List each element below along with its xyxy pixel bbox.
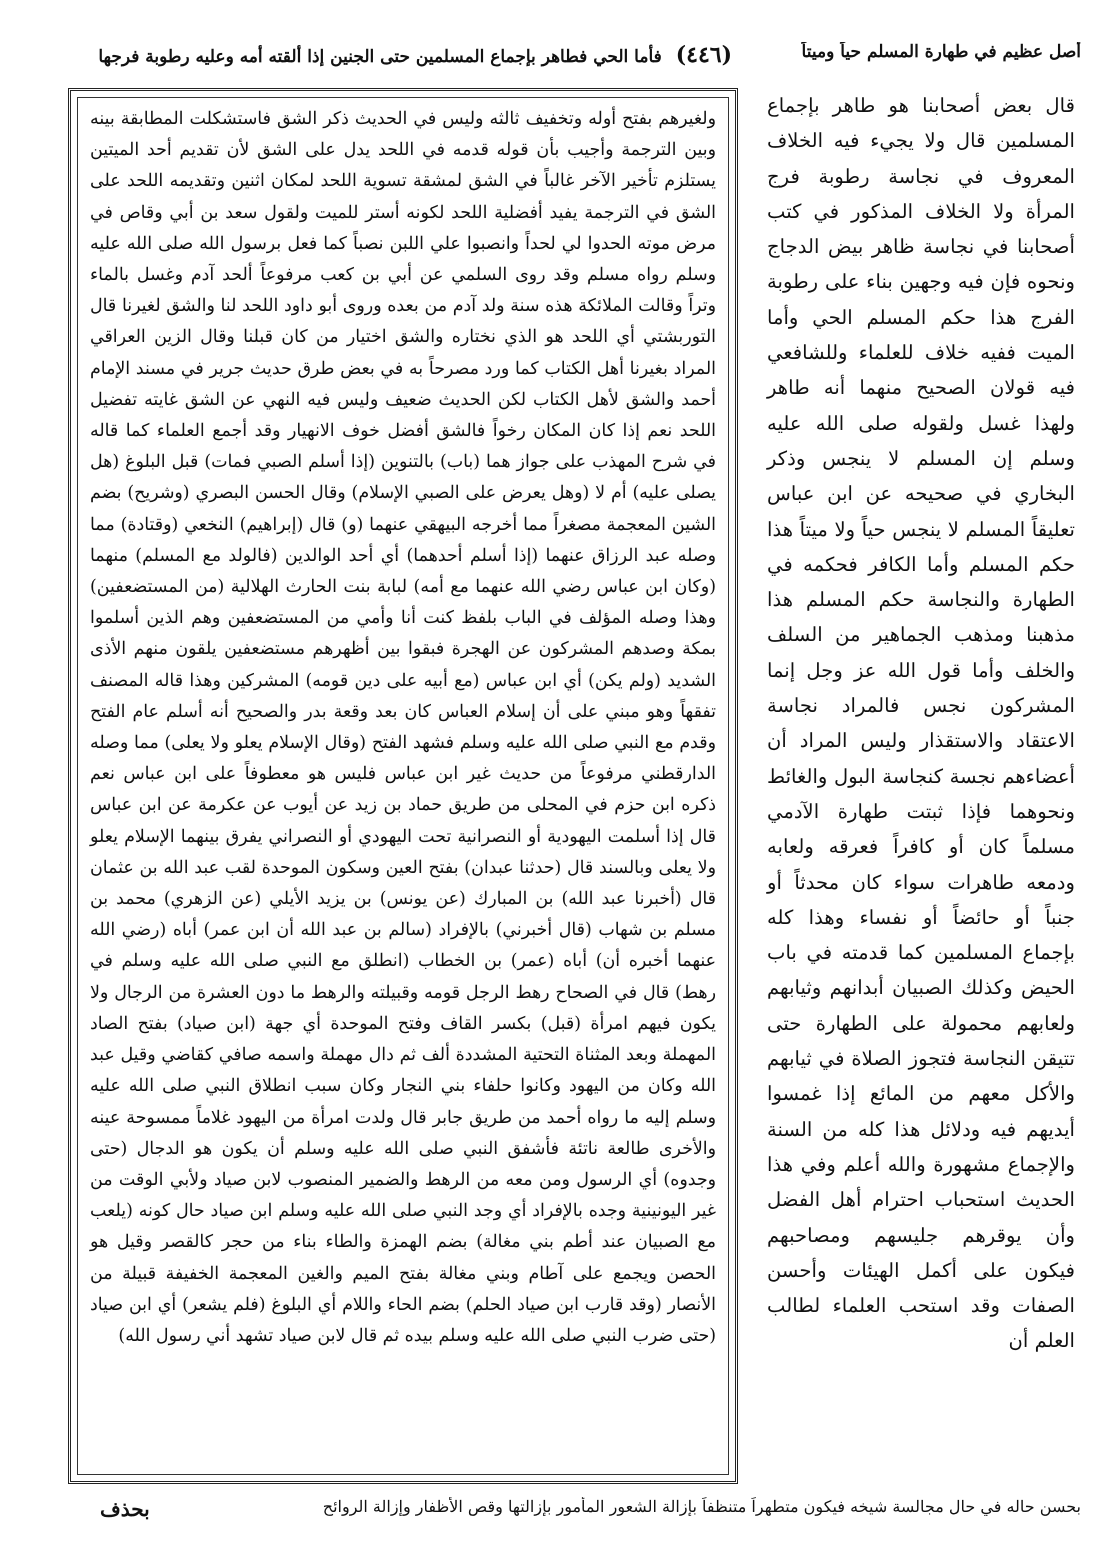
page-header xyxy=(40,38,1081,78)
footer-text: بحسن حاله في حال مجالسة شيخه فيكون متطهراً متنظفاً بإزالة الشعور المأمور بإزالتها وقص الأظفار وإزالة الروائح xyxy=(322,1497,1081,1516)
side-header-title: أصل عظيم في طهارة المسلم حياً وميتاً xyxy=(801,42,1081,62)
main-commentary-text: ولغيرهم بفتح أوله وتخفيف ثالثه وليس في الحديث ذكر الشق فاستشكلت المطابقة بينه وبين الترجمة وأجيب بأن قوله قدمه في اللحد يدل على الشق لأن تقديم أحد الميتين يستلزم تأخير الآخر غالباً في الشق لمشقة تسوية اللحد لمكان اثنين وتقديمه اللحد على الشق في الترجمة يفيد أفضلية اللحد لكونه أستر للميت ولقول سعد بن أبي وقاص في مرض موته الحدوا لي لحداً وانصبوا علي اللبن نصباً كما فعل برسول الله صلى الله عليه وسلم رواه مسلم وقد روى السلمي عن أبي بن كعب مرفوعاً ألحد آدم وغسل بالماء وتراً وقالت الملائكة هذه سنة ولد آدم من بعده وروى أبو داود اللحد لنا والشق لغيرنا قال التوربشتي أي اللحد هو الذي نختاره والشق اختيار من كان قبلنا وقال الزين العراقي المراد بغيرنا أهل الكتاب كما ورد مصرحاً به في بعض طرق حديث جرير في مسند الإمام أحمد والشق لأهل الكتاب لكن الحديث ضعيف وليس فيه النهي عن الشق غايته تفضيل اللحد نعم إذا كان المكان رخواً فالشق أفضل خوف الانهيار وقد أجمع العلماء كما قاله في شرح المهذب على جواز هما (باب) بالتنوين (إذا أسلم الصبي فمات) قبل البلوغ (هل يصلى عليه) أم لا (وهل يعرض على الصبي الإسلام) وقال الحسن البصري (وشريح) بضم الشين المعجمة مصغراً مما أخرجه البيهقي عنهما (و) قال (إبراهيم) النخعي (وقتادة) مما وصله عبد الرزاق عنهما (إذا أسلم أحدهما) أي أحد الوالدين (فالولد مع المسلم) منهما (وكان ابن عباس رضي الله عنهما مع أمه) لبابة بنت الحارث الهلالية (من المستضعفين) وهذا وصله المؤلف في الباب بلفظ كنت أنا وأمي من المستضعفين وهم الذين أسلموا بمكة وصدهم المشركون عن الهجرة فبقوا بين أظهرهم مستضعفين يلقون منهم الأذى الشديد (ولم يكن) أي ابن عباس (مع أبيه على دين قومه) المشركين وهذا قاله المصنف تفقهاً وهو مبني على أن إسلام العباس كان بعد وقعة بدر والصحيح أنه أسلم عام الفتح وقدم مع النبي صلى الله عليه وسلم فشهد الفتح (وقال الإسلام يعلو ولا يعلى) مما وصله الدارقطني مرفوعاً من حديث غير ابن عباس فليس هو معطوفاً على ابن عباس نعم ذكره ابن حزم في المحلى من طريق حماد بن زيد عن أيوب عن عكرمة عن ابن عباس قال إذا أسلمت اليهودية أو النصرانية تحت اليهودي أو النصراني يفرق بينهما الإسلام يعلو ولا يعلى وبالسند قال (حدثنا عبدان) بفتح العين وسكون الموحدة لقب عبد الله بن عثمان قال (أخبرنا عبد الله) بن المبارك (عن يونس) بن يزيد الأيلي (عن الزهري) محمد بن مسلم بن شهاب (قال أخبرني) بالإفراد (سالم بن عبد الله أن ابن عمر) أباه (رضي الله عنهما أخبره أن) أباه (عمر) بن الخطاب (انطلق مع النبي صلى الله عليه وسلم في رهط) قال في الصحاح رهط الرجل قومه وقبيلته والرهط ما دون العشرة من الرجال ولا يكون فيهم امرأة (قبل) بكسر القاف وفتح الموحدة أي جهة (ابن صياد) بفتح الصاد المهملة وبعد المثناة التحتية المشددة ألف ثم دال مهملة واسمه صافي كقاضي وقيل عبد الله وكان من اليهود وكانوا حلفاء بني النجار وكان سبب انطلاق النبي صلى الله عليه وسلم إليه ما رواه أحمد من طريق جابر قال ولدت امرأة من اليهود غلاماً ممسوحة عينه والأخرى طالعة ناتئة فأشفق النبي صلى الله عليه وسلم أن يكون هو الدجال (حتى وجدوه) أي الرسول ومن معه من الرهط والضمير المنصوب لابن صياد ولأبي الوقت من غير اليونينية وجده بالإفراد أي وجد النبي صلى الله عليه وسلم ابن صياد حال كونه (يلعب مع الصبيان عند أطم بني مغالة) بضم الهمزة والطاء بناء من حجر كالقصر وقيل هو الحصن ويجمع على آطام وبني مغالة بفتح الميم والغين المعجمة الخفيفة قبيلة من الأنصار (وقد قارب ابن صياد الحلم) بضم الحاء واللام أي البلوغ (فلم يشعر) أي ابن صياد (حتى ضرب النبي صلى الله عليه وسلم بيده ثم قال لابن صياد تشهد أني رسول الله) xyxy=(90,109,716,1346)
page-number: (٤٤٦) xyxy=(675,42,732,68)
side-commentary-column xyxy=(761,88,1081,1488)
main-text-frame xyxy=(68,88,738,1484)
page-footer xyxy=(60,1495,1081,1535)
catchword: بحذف xyxy=(100,1497,150,1521)
main-header-title: فأما الحي فطاهر بإجماع المسلمين حتى الجنين إذا ألقته أمه وعليه رطوبة فرجها xyxy=(98,47,662,67)
side-commentary-text: قال بعض أصحابنا هو طاهر بإجماع المسلمين قال ولا يجيء فيه الخلاف المعروف في نجاسة رطوبة فرج المرأة ولا الخلاف المذكور في كتب أصحابنا في نجاسة ظاهر بيض الدجاج ونحوه فإن فيه وجهين بناء على رطوبة الفرج هذا حكم المسلم الحي وأما الميت ففيه خلاف للعلماء وللشافعي فيه قولان الصحيح منهما أنه طاهر ولهذا غسل ولقوله صلى الله عليه وسلم إن المسلم لا ينجس وذكر البخاري في صحيحه عن ابن عباس تعليقاً المسلم لا ينجس حياً ولا ميتاً هذا حكم المسلم وأما الكافر فحكمه في الطهارة والنجاسة حكم المسلم هذا مذهبنا ومذهب الجماهير من السلف والخلف وأما قول الله عز وجل إنما المشركون نجس فالمراد نجاسة الاعتقاد والاستقذار وليس المراد أن أعضاءهم نجسة كنجاسة البول والغائط ونحوهما فإذا ثبتت طهارة الآدمي مسلماً كان أو كافراً فعرقه ولعابه ودمعه طاهرات سواء كان محدثاً أو جنباً أو حائضاً أو نفساء وهذا كله بإجماع المسلمين كما قدمته في باب الحيض وكذلك الصبيان أبدانهم وثيابهم ولعابهم محمولة على الطهارة حتى تتيقن النجاسة فتجوز الصلاة في ثيابهم والأكل معهم من المائع إذا غمسوا أيديهم فيه ودلائل هذا كله من السنة والإجماع مشهورة والله أعلم وفي هذا الحديث استحباب احترام أهل الفضل وأن يوقرهم جليسهم ومصاحبهم فيكون على أكمل الهيئات وأحسن الصفات وقد استحب العلماء لطالب العلم أن xyxy=(767,94,1075,1353)
main-header xyxy=(40,42,740,68)
main-text-inner-border xyxy=(77,97,729,1475)
